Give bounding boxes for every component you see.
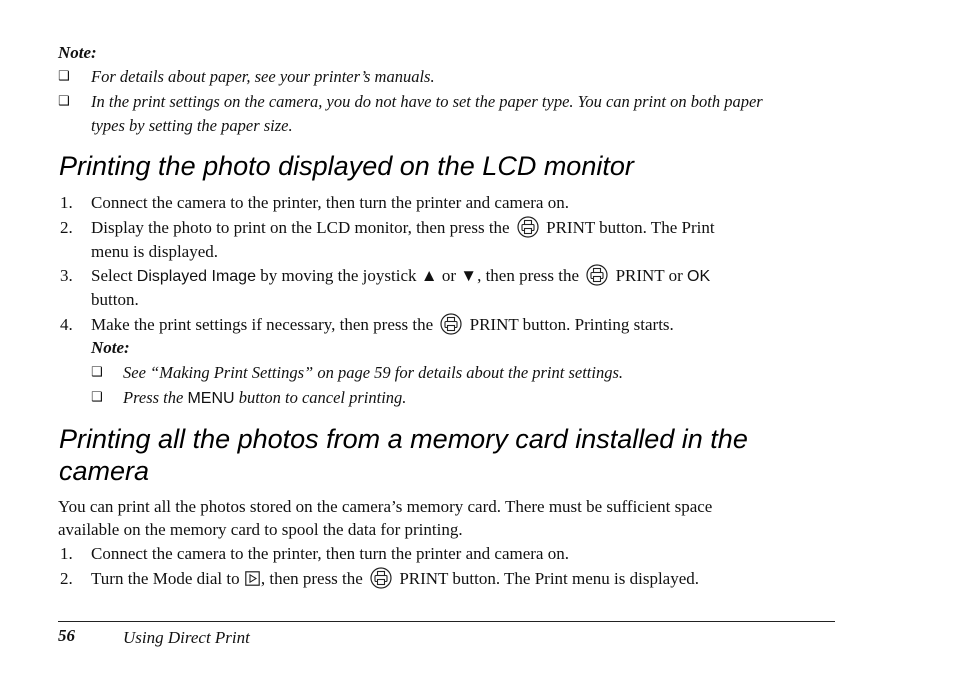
note-item: In the print settings on the camera, you do not have to set the paper type. You can print on both paper [91, 92, 763, 111]
step-text-continued: menu is displayed. [91, 242, 219, 261]
note-text-pre: Press the [123, 388, 184, 407]
step-text [91, 216, 715, 239]
intro-paragraph-continued: available on the memory card to spool the data for printing. [58, 520, 463, 539]
checkbox-bullet-icon: ❑ [58, 69, 70, 84]
print-button-icon [586, 264, 608, 286]
playback-mode-icon [245, 571, 260, 586]
section-heading-continued: camera [59, 456, 150, 486]
step-number: 2. [60, 218, 73, 237]
step-number: 4. [60, 315, 73, 334]
section-heading: Printing the photo displayed on the LCD monitor [59, 151, 634, 181]
print-button-icon [440, 313, 462, 335]
note-item: For details about paper, see your printer’s manuals. [91, 67, 435, 86]
menu-button-label: MENU [187, 390, 235, 407]
step-text-pre: Display the photo to print on the LCD monitor, then press the [91, 218, 510, 237]
checkbox-bullet-icon: ❑ [58, 94, 70, 109]
step-text-post: PRINT button. The Print [546, 218, 715, 237]
section-heading: Printing all the photos from a memory card installed in the [59, 424, 748, 454]
step-number: 3. [60, 266, 73, 285]
step-number: 1. [60, 193, 73, 212]
step-text [91, 567, 699, 590]
step-text [91, 264, 710, 288]
step-text-pre: Select [91, 266, 133, 285]
step-text: Connect the camera to the printer, then turn the printer and camera on. [91, 544, 569, 563]
note-item-continued: types by setting the paper size. [91, 116, 293, 135]
ok-button-label: OK [687, 268, 711, 285]
footer-section-title: Using Direct Print [123, 628, 250, 647]
step-text-mid: by moving the joystick ▲ or ▼, then press the [260, 266, 580, 285]
step-text [91, 313, 674, 336]
step-text-pre: Turn the Mode dial to [91, 569, 240, 588]
note-text-post: button to cancel printing. [238, 388, 407, 407]
step-text-pre: Make the print settings if necessary, then press the [91, 315, 434, 334]
step-text-mid: , then press the [260, 569, 363, 588]
checkbox-bullet-icon: ❑ [91, 390, 103, 405]
step-number: 2. [60, 569, 73, 588]
page-number: 56 [58, 626, 75, 645]
step-text-post: PRINT button. The Print menu is displayed. [399, 569, 700, 588]
note-label: Note: [91, 338, 130, 357]
footer-divider [58, 621, 835, 622]
checkbox-bullet-icon: ❑ [91, 365, 103, 380]
step-text-post: PRINT button. Printing starts. [469, 315, 674, 334]
step-number: 1. [60, 544, 73, 563]
step-text: Connect the camera to the printer, then turn the printer and camera on. [91, 193, 569, 212]
step-text-continued: button. [91, 290, 139, 309]
note-item [123, 386, 406, 410]
menu-option-label: Displayed Image [136, 268, 256, 285]
print-button-icon [370, 567, 392, 589]
intro-paragraph: You can print all the photos stored on the camera’s memory card. There must be sufficient space [58, 497, 713, 516]
note-item: See “Making Print Settings” on page 59 for details about the print settings. [123, 363, 624, 382]
print-button-icon [517, 216, 539, 238]
note-label: Note: [58, 43, 97, 62]
step-text-post: PRINT or [615, 266, 683, 285]
